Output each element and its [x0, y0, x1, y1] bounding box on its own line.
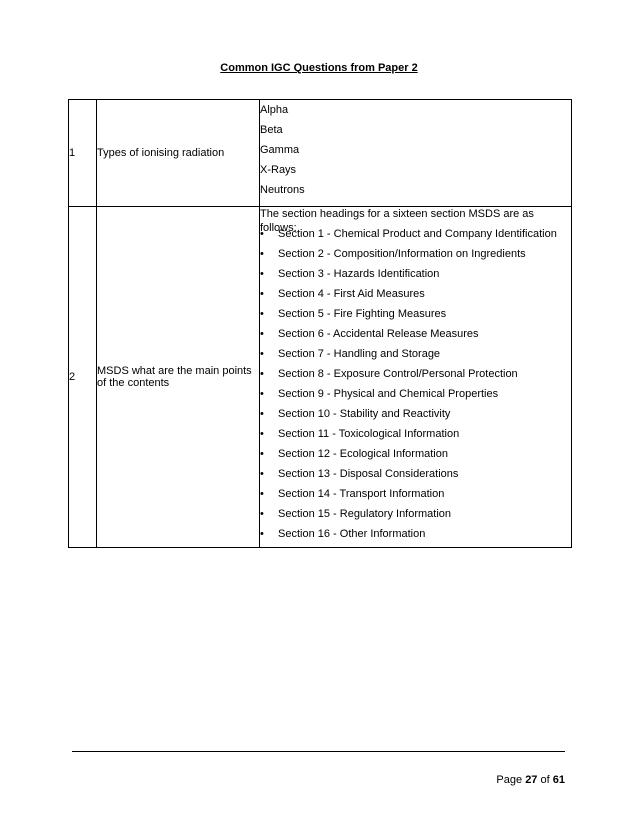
table-row: [69, 207, 572, 548]
page-title-text: Common IGC Questions from Paper 2: [220, 62, 418, 74]
bullet-item: • Section 13 - Disposal Considerations: [260, 467, 571, 487]
page-title: [0, 62, 638, 74]
row-number: 1: [69, 100, 97, 207]
row-number: 2: [69, 207, 97, 548]
answer-cell: [260, 100, 572, 207]
bullet-item: • Section 7 - Handling and Storage: [260, 347, 571, 367]
table-row: [69, 100, 572, 207]
bullet-item: • Section 10 - Stability and Reactivity: [260, 407, 571, 427]
bullet-item: • Section 1 - Chemical Product and Company Identification: [260, 227, 571, 247]
bullet-item: • Section 2 - Composition/Information on Ingredients: [260, 247, 571, 267]
bullet-item: • Section 4 - First Aid Measures: [260, 287, 571, 307]
bullet-item: • Section 6 - Accidental Release Measures: [260, 327, 571, 347]
question-text: MSDS what are the main points of the contents: [97, 207, 260, 548]
answer-item: Alpha: [260, 104, 289, 116]
page-number: 27: [525, 774, 538, 786]
questions-table: [68, 99, 572, 548]
answer-item: Beta: [260, 124, 283, 136]
answer-cell: [260, 207, 572, 548]
question-text: Types of ionising radiation: [97, 100, 260, 207]
page-footer: [496, 774, 565, 786]
bullet-item: • Section 5 - Fire Fighting Measures: [260, 307, 571, 327]
answer-item: Gamma: [260, 144, 300, 156]
bullet-item: • Section 9 - Physical and Chemical Properties: [260, 387, 571, 407]
bullet-item: • Section 16 - Other Information: [260, 527, 571, 547]
total-pages: 61: [552, 774, 565, 786]
footer-divider: [72, 751, 565, 752]
bullet-item: • Section 14 - Transport Information: [260, 487, 571, 507]
bullet-item: • Section 15 - Regulatory Information: [260, 507, 571, 527]
bullet-item: • Section 8 - Exposure Control/Personal Protection: [260, 367, 571, 387]
bullet-list: [260, 227, 571, 547]
page-label: Page: [496, 774, 523, 786]
answer-item: Neutrons: [260, 184, 305, 196]
bullet-item: • Section 3 - Hazards Identification: [260, 267, 571, 287]
bullet-item: • Section 12 - Ecological Information: [260, 447, 571, 467]
answer-item: X-Rays: [260, 164, 297, 176]
answer-intro: The section headings for a sixteen section MSDS are as follows:: [260, 208, 534, 234]
of-label: of: [540, 774, 550, 786]
bullet-item: • Section 11 - Toxicological Information: [260, 427, 571, 447]
